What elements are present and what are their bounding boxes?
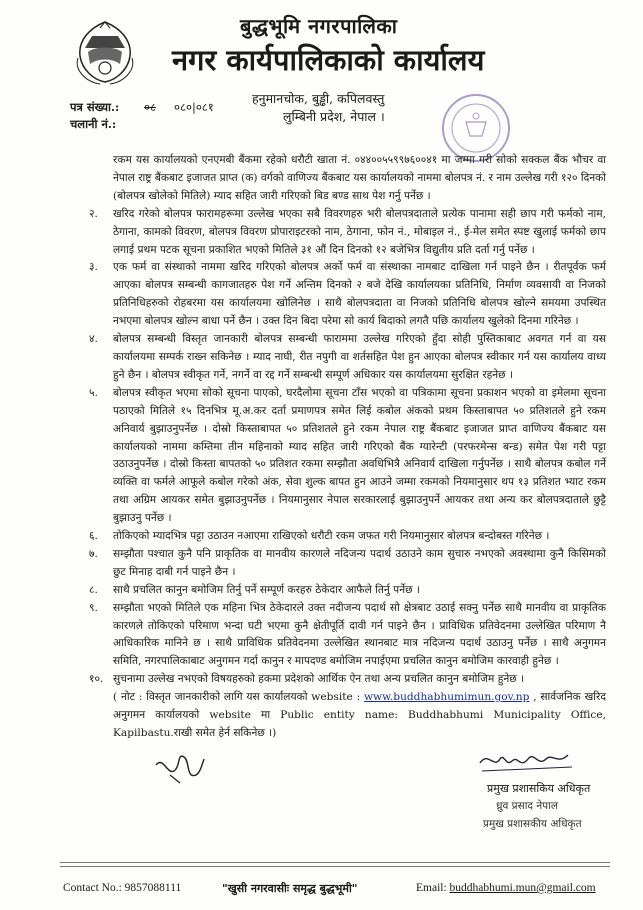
clause-item (86, 671, 606, 689)
clause-list (86, 206, 606, 689)
clause-text: सम्झौता पश्चात कुनै पनि प्राकृतिक वा मानवीय कारणले नदिजन्य पदार्थ उठाउने काम सुचारु नभएको अवस्थामा कुनै किसिमको छुट मिनाह दाबी गर्न पाइने छैन । (113, 547, 606, 578)
clause-item (86, 206, 606, 260)
handwritten-mark-icon (150, 745, 210, 787)
municipality-name: बुद्धभूमि नगरपालिका (240, 14, 398, 38)
clause-number: ८. (89, 583, 98, 596)
footer-divider-bottom (60, 866, 610, 867)
office-name: नगर कार्यपालिकाको कार्यालय (172, 43, 485, 77)
email-link[interactable]: buddhabhumi.mun@gmail.com (449, 882, 596, 894)
office-address: हनुमानचोक, बुड्ढी, कपिलवस्तु (252, 91, 385, 106)
clause-text: सुचनामा उल्लेख नभएको विषयहरुको हकमा प्रदेशको आर्थिक ऐन तथा अन्य प्रचलित कानुन बमोजिम हुनेछ । (113, 673, 525, 686)
email-label: Email: (416, 882, 450, 894)
clause-item (86, 582, 606, 600)
nepal-emblem-icon (70, 18, 140, 88)
clause-number: १०. (89, 673, 104, 686)
contact-number[interactable]: 9857088111 (124, 882, 182, 894)
clause-item (86, 259, 606, 331)
clause-text: एक फर्म वा संस्थाको नाममा खरिद गरिएको बोलपत्र अर्को फर्म वा संस्थाका नामबाट दाखिला गर्न पाइने छैन । रीतपूर्वक फर्म आएका बोलपत्र सम्बन्धी कागजातहरु पेश गर्ने अन्तिम दिनको २ बजे देखि कार्यालयका प्रतिनिधि, निर्माण व्यवसायी वा निजको प्रतिनिधिहरुको रोहबरमा यस कार्यालयमा खोलिनेछ । साथै बोलपत्रदाता वा निजको प्रतिनिधि बोलपत्र खोल्ने समयमा उपस्थित नभएमा बोलपत्र खोल्न बाधा पर्ने छैन । उक्त दिन बिदा परेमा सो कार्य बिदाको लगतै पछि कार्यालय खुलेको दिनमा गरिनेछ । (113, 261, 606, 328)
signatory-name: ध्रुव प्रसाद नेपाल (496, 800, 558, 812)
clause-number: ७. (89, 547, 98, 560)
clause-text: सम्झौता भएको मितिले एक महिना भित्र ठेकेदारले उक्त नदीजन्य पदार्थ सो क्षेत्रबाट उठाई सक्नु पर्नेछ साथै मानवीय वा प्राकृतिक कारणले तोकिएको परिमाण भन्दा घटी भएमा कुनै क्षेतीपूर्ति दावी गर्न पाइने छैन । प्राविधिक प्रतिवेदनमा उल्लेखित परिमाण नै आधिकारिक मानिने छ । साथै प्राविधिक प्रतिवेदनमा उल्लेखित स्थानबाट मात्र नदिजन्य पदार्थ उठाउनु पर्नेछ । साथै अनुगमन समिति, नगरपालिकाबाट अनुगमन गर्दा कानुन र मापदण्ड बमोजिम नपाईएमा प्रचलित कानुन बमोजिम कारवाही हुनेछ । (113, 601, 606, 668)
officer-signature-icon (476, 745, 576, 775)
clause-item (86, 331, 606, 385)
clause-text: बोलपत्र सम्बन्धी विस्तृत जानकारी बोलपत्र सम्बन्धी फाराममा उल्लेख गरिएको हुँदा सोही पुस्तिकाबाट अवगत गर्न वा यस कार्यालयमा सम्पर्क राख्न सकिनेछ । म्याद नाघी, रीत नपुगी वा शर्तसहित पेश हुन आएका बोलपत्र स्वीकार गर्न यस कार्यालय वाध्य हुने छैन । बोलपत्र स्वीकृत गर्ने, नगर्ने वा रद्द गर्ने सम्बन्धी सम्पूर्ण अधिकार यस कार्यालयमा सुरक्षित रहनेछ । (113, 333, 606, 381)
clause-item (86, 600, 606, 672)
clause-number: ६. (89, 530, 98, 543)
dispatch-number-row (70, 117, 140, 132)
dispatch-label: चलानी नं.: (70, 117, 117, 131)
clause-item (86, 528, 606, 546)
clause-item (86, 385, 606, 528)
clause-text: साथै प्रचलित कानुन बमोजिम तिर्नु पर्ने सम्पूर्ण करहरु ठेकेदार आफैले तिर्नु पर्नेछ । (113, 583, 420, 596)
note-paragraph (86, 689, 606, 743)
footer-divider-top (60, 862, 610, 863)
clause-number: ९. (89, 601, 98, 614)
notice-body (86, 152, 606, 743)
footer-slogan: "खुसी नगरवासीः समृद्ध बुद्धभूमी" (222, 882, 358, 895)
contact-label: Contact No.: (63, 882, 125, 894)
note-suffix: , सार्वजनिक खरिद अनुगमन कार्यालयको website मा Public entity name: Buddhabhumi Municipality Office, Kapilbastu.राखी समेत हेर्न सकिनेछ ।) (113, 691, 606, 739)
clause-number: ३. (89, 261, 98, 274)
note-prefix: ( नोट : विस्तृत जानकारीको लागि यस कार्यालयको website : (113, 691, 364, 704)
body-intro-paragraph: रकम यस कार्यालयको एनएमबी बैंकमा रहेको धरौटी खाता नं. ०४४००५५९९७६००४१ मा जम्मा गरी सोको सक्कल बैंक भौचर वा नेपाल राष्ट्र बैंकबाट इजाजत प्राप्त (क) वर्गको वाणिज्य बैंकबाट यस कार्यालयको नाममा बोलपत्र नं. र नाम उल्लेख गरी १२० दिनको (बोलपत्र खोलेको मितिले) म्याद सहित जारी गरिएको बिड बण्ड साथ पेश गर्नु पर्नेछ । (113, 154, 606, 202)
website-link[interactable]: www.buddhabhumimun.gov.np (363, 691, 530, 704)
footer-contact (63, 882, 181, 894)
clause-number: ४. (89, 333, 98, 346)
reference-number-row (70, 100, 214, 115)
signatory-title: प्रमुख प्रशासकिय अधिकृत (487, 782, 591, 795)
clause-number: ५. (89, 386, 98, 399)
office-province: लुम्बिनी प्रदेश, नेपाल । (283, 109, 385, 124)
signatory-role: प्रमुख प्रशासकीय अधिकृत (483, 818, 582, 830)
clause-text: खरिद गरेको बोलपत्र फारामहरूमा उल्लेख भएका सबै विवरणहरु भरी बोलपत्रदाताले प्रत्येक पानामा सही छाप गरी फर्मको नाम, ठेगाना, कामको विवरण, बोलपत्र विवरण प्रोपाराइटरको नाम, ठेगाना, फोन नं., मोबाइल नं., ई-मेल समेत स्पष्ट खुलाई फर्मको छाप लगाई प्रथम पटक सूचना प्रकाशित भएको मितिले ३१ औं दिन दिनको १२ बजेभित्र विद्युतीय प्रति दर्ता गर्नु पर्नेछ । (113, 207, 606, 256)
reference-label: पत्र संख्या.: (70, 100, 120, 114)
clause-number: २. (89, 207, 98, 220)
reference-value: ०८०|०८१ (174, 100, 214, 114)
clause-text: बोलपत्र स्वीकृत भएमा सोको सूचना पाएको, घरदैलोमा सूचना टाँस भएको वा पत्रिकामा सूचना प्रकाशन भएको वा इमेलमा सूचना पठाएको मितिले १५ दिनभित्र मू.अ.कर दर्ता प्रमाणपत्र समेत लिई कबोल अंकको प्रथम किस्ताबापत ५० प्रतिशतले हुने रकम अनिवार्य बुझाउनुपर्नेछ । दोस्रो किस्ताबापत ५० प्रतिशतले हुने रकम नेपाल राष्ट्र बैंकबाट इजाजत प्राप्त वाणिज्य बैंकबाट यस कार्यालयको नाममा कम्तिमा तीन महिनाको म्याद सहित जारी गरिएको बैंक ग्यारेन्टी (परफरमेन्स बन्ड) समेत पेश गरी पट्टा उठाउनुपर्नेछ । दोस्रो किस्ता बापतको ५० प्रतिशत रकमा सम्झौता अवधिभित्रै अनिवार्य दाखिला गर्नुपर्नेछ । साथै बोलपत्र कबोल गर्ने व्यक्ति वा फर्मले आफूले कबोल गरेको अंक, सेवा शुल्क बापत हुन आउने जम्मा रकमको नियमानुसार थप १३ प्रतिशत भ्याट रकम तथा अग्रिम आयकर समेत बुझाउनुपर्नेछ । नियमानुसार नेपाल सरकारलाई बुझाउनुपर्ने आयकर तथा अन्य कर बोलपत्रदाताले छुट्टै बुझाउनु पर्नेछ । (113, 386, 606, 525)
clause-item (86, 546, 606, 582)
clause-text: तोकिएको म्यादभित्र पट्टा उठाउन नआएमा राखिएको धरौटी रकम जफत गरी नियमानुसार बोलपत्र बन्दोबस्त गरिनेछ । (113, 530, 550, 543)
footer-email (416, 882, 596, 894)
reference-struck: ०८ (144, 100, 156, 114)
